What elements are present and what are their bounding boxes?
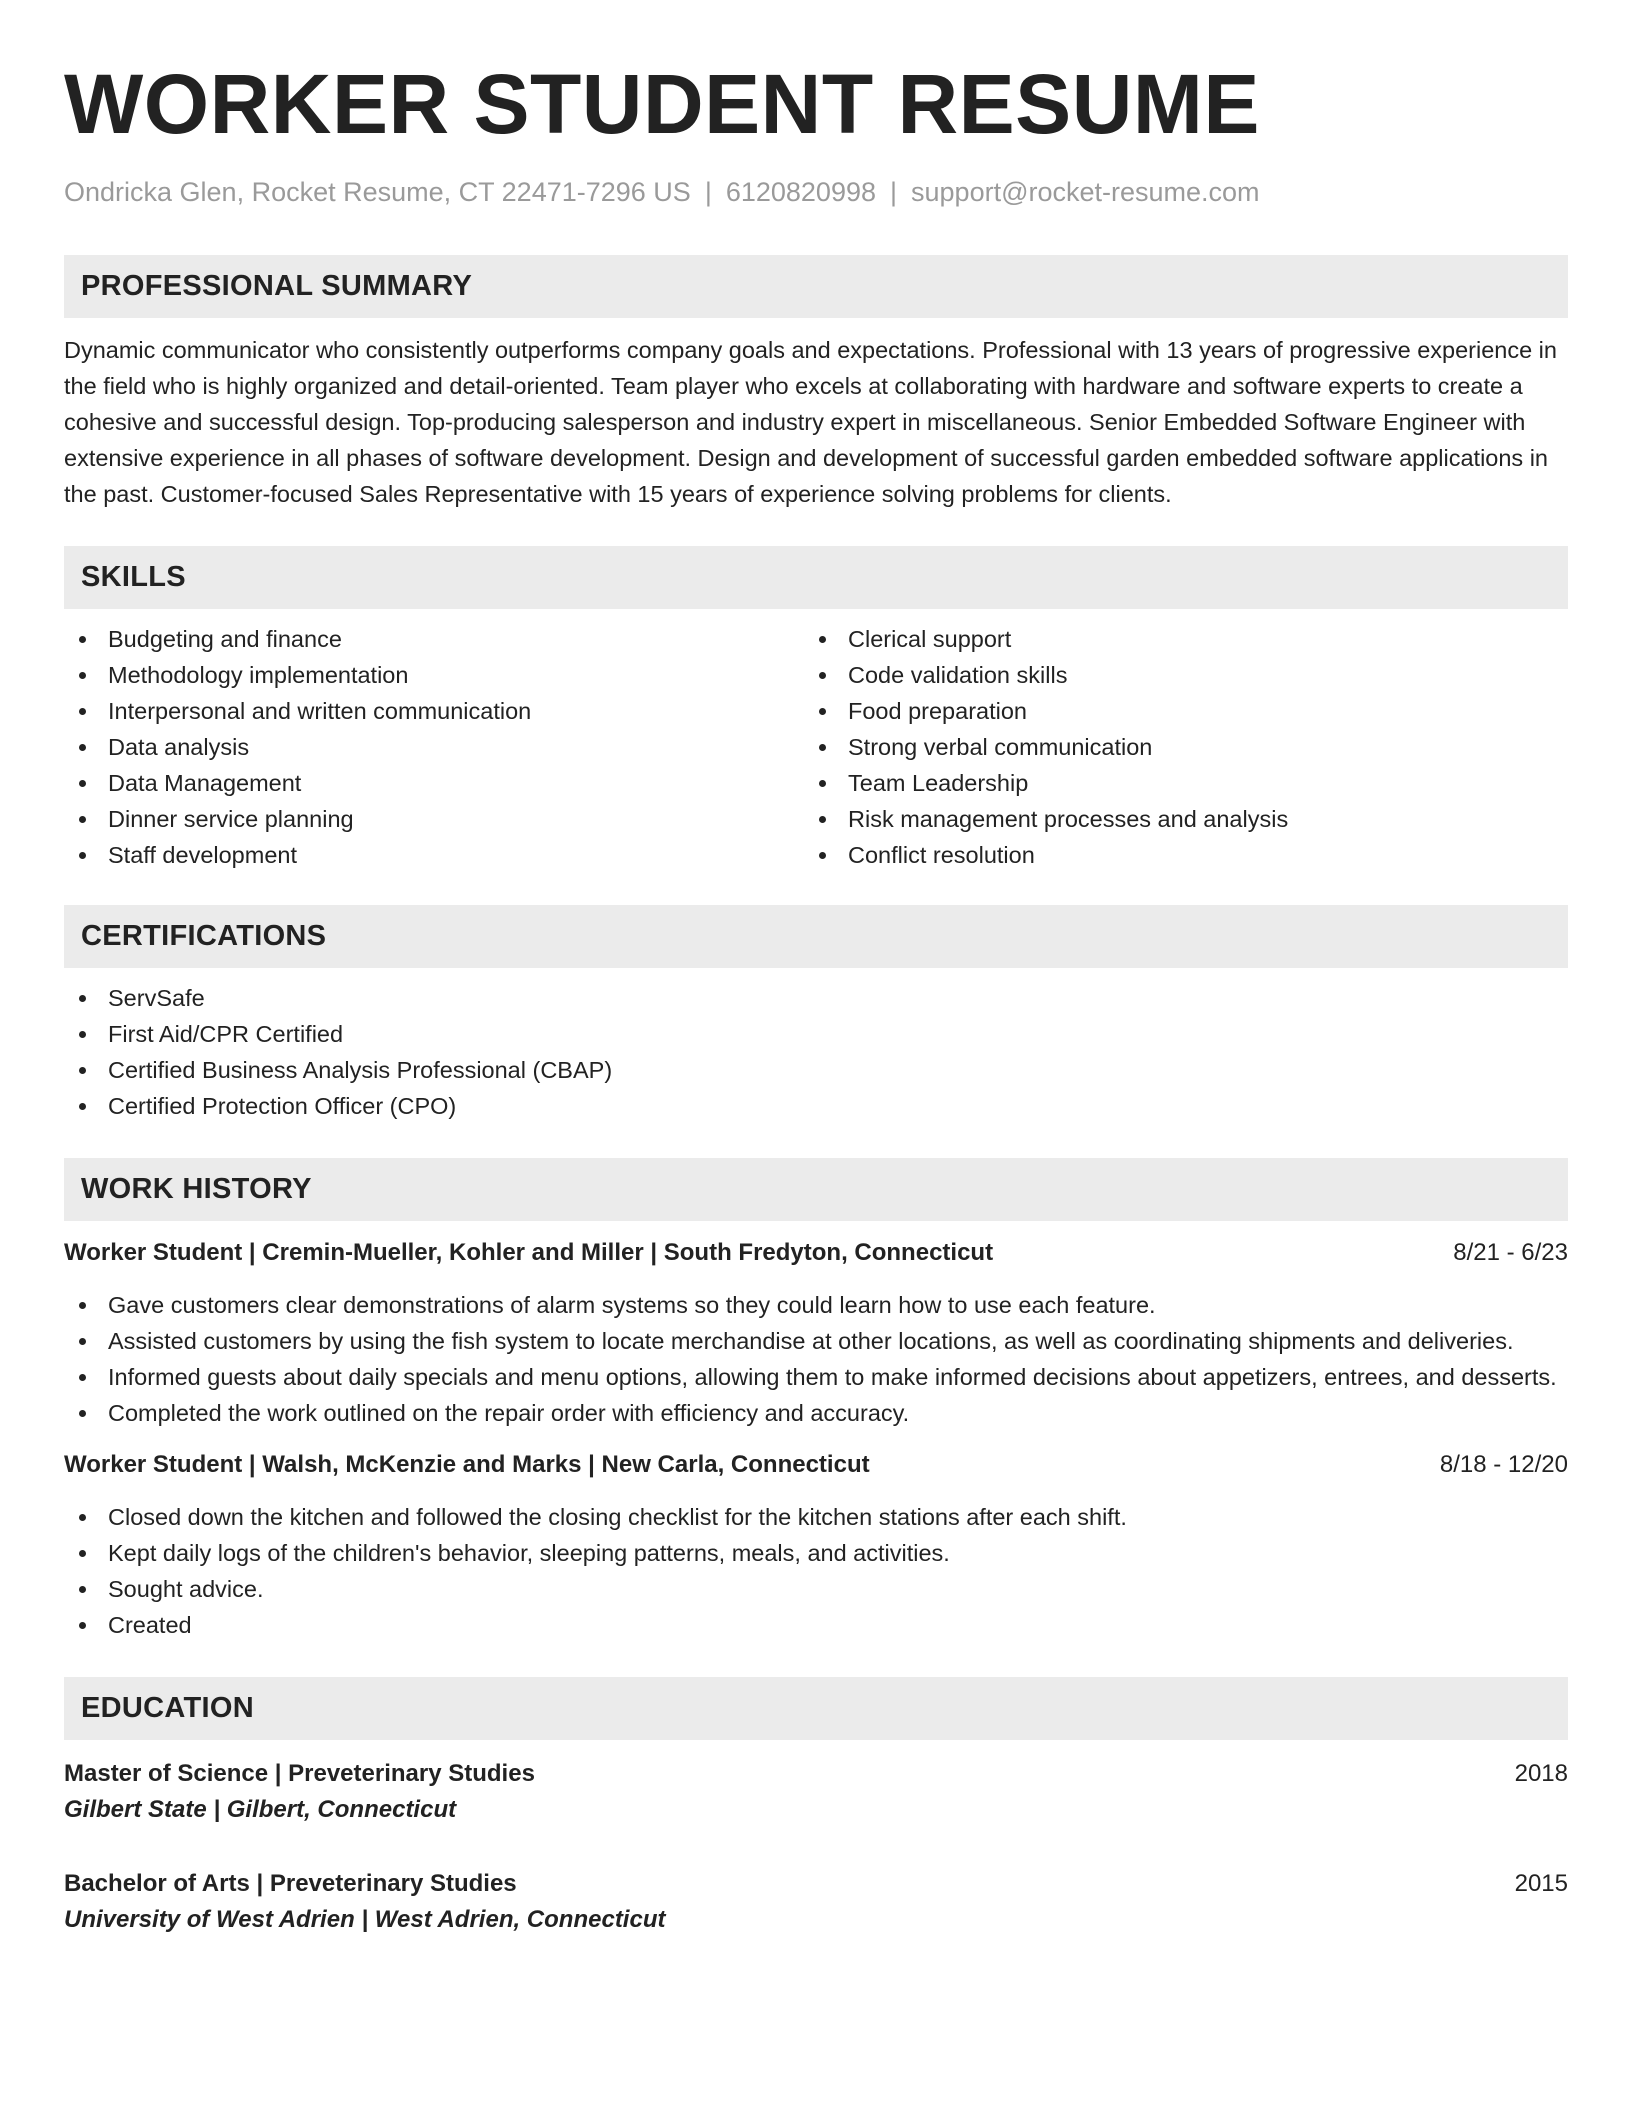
skill-item: Code validation skills: [804, 657, 1544, 693]
job-title: Worker Student | Cremin-Mueller, Kohler and Miller | South Fredyton, Connecticut: [64, 1239, 994, 1266]
contact-separator: |: [890, 177, 898, 207]
job-bullets: [64, 1287, 1568, 1431]
certification-item: First Aid/CPR Certified: [64, 1016, 1568, 1052]
skill-item: Dinner service planning: [64, 801, 804, 837]
skill-item: Budgeting and finance: [64, 621, 804, 657]
certification-item: ServSafe: [64, 980, 1568, 1016]
certification-item: Certified Business Analysis Professional (CBAP): [64, 1052, 1568, 1088]
job-entry: [64, 1447, 1568, 1643]
education-entry: [64, 1756, 1568, 1828]
job-header: [64, 1447, 1568, 1483]
job-bullet: Closed down the kitchen and followed the closing checklist for the kitchen stations after each shift.: [64, 1499, 1568, 1535]
job-header: [64, 1235, 1568, 1271]
section-heading-summary: PROFESSIONAL SUMMARY: [64, 255, 1568, 318]
education-school: Gilbert State | Gilbert, Connecticut: [64, 1796, 457, 1823]
contact-email: support@rocket-resume.com: [911, 177, 1260, 207]
section-heading-skills: SKILLS: [64, 546, 1568, 609]
skill-item: Data analysis: [64, 729, 804, 765]
education-degree: Bachelor of Arts | Preveterinary Studies: [64, 1870, 517, 1897]
skills-column-left: [64, 621, 804, 873]
skill-item: Strong verbal communication: [804, 729, 1544, 765]
education-entry: [64, 1866, 1568, 1938]
job-bullets: [64, 1499, 1568, 1643]
job-bullet: Created: [64, 1607, 1568, 1643]
summary-text: Dynamic communicator who consistently outperforms company goals and expectations. Professional with 13 years of progressive experience in the field who is highly organized and detail-oriented. Team player who excels at collaborating with hardware and software experts to create a cohesive and successful design. Top-producing salesperson and industry expert in miscellaneous. Senior Embedded Software Engineer with extensive experience in all phases of software development. Design and development of successful garden embedded software applications in the past. Customer-focused Sales Representative with 15 years of experience solving problems for clients.: [64, 337, 1557, 507]
certifications-list: [64, 980, 1568, 1124]
section-heading-education: EDUCATION: [64, 1677, 1568, 1740]
skill-item: Interpersonal and written communication: [64, 693, 804, 729]
job-bullet: Assisted customers by using the fish system to locate merchandise at other locations, as well as coordinating shipments and deliveries.: [64, 1323, 1568, 1359]
skills-grid: [64, 621, 1568, 873]
education-school: University of West Adrien | West Adrien, Connecticut: [64, 1906, 666, 1933]
skill-item: Clerical support: [804, 621, 1544, 657]
job-bullet: Completed the work outlined on the repair order with efficiency and accuracy.: [64, 1395, 1568, 1431]
job-bullet: Informed guests about daily specials and menu options, allowing them to make informed decisions about appetizers, entrees, and desserts.: [64, 1359, 1568, 1395]
skill-item: Methodology implementation: [64, 657, 804, 693]
job-bullet: Gave customers clear demonstrations of alarm systems so they could learn how to use each feature.: [64, 1287, 1568, 1323]
section-heading-work-history: WORK HISTORY: [64, 1158, 1568, 1221]
education-degree: Master of Science | Preveterinary Studies: [64, 1760, 535, 1787]
skill-item: Data Management: [64, 765, 804, 801]
job-dates: 8/21 - 6/23: [1453, 1239, 1568, 1266]
job-bullet: Sought advice.: [64, 1571, 1568, 1607]
skill-item: Risk management processes and analysis: [804, 801, 1544, 837]
education-header: [64, 1866, 1568, 1902]
contact-line: [64, 174, 1568, 210]
contact-address: Ondricka Glen, Rocket Resume, CT 22471-7296 US: [64, 177, 691, 207]
contact-phone: 6120820998: [725, 177, 876, 207]
skill-item: Team Leadership: [804, 765, 1544, 801]
job-dates: 8/18 - 12/20: [1439, 1451, 1568, 1478]
job-title: Worker Student | Walsh, McKenzie and Marks | New Carla, Connecticut: [64, 1451, 870, 1478]
certification-item: Certified Protection Officer (CPO): [64, 1088, 1568, 1124]
section-heading-certifications: CERTIFICATIONS: [64, 905, 1568, 968]
skill-item: Conflict resolution: [804, 837, 1544, 873]
job-bullet: Kept daily logs of the children's behavior, sleeping patterns, meals, and activities.: [64, 1535, 1568, 1571]
skill-item: Food preparation: [804, 693, 1544, 729]
resume-title: WORKER STUDENT RESUME: [64, 57, 1260, 151]
skill-item: Staff development: [64, 837, 804, 873]
education-header: [64, 1756, 1568, 1792]
education-year: 2018: [1514, 1760, 1568, 1787]
job-entry: [64, 1235, 1568, 1431]
contact-separator: |: [704, 177, 712, 207]
education-year: 2015: [1514, 1870, 1568, 1897]
skills-column-right: [804, 621, 1544, 873]
